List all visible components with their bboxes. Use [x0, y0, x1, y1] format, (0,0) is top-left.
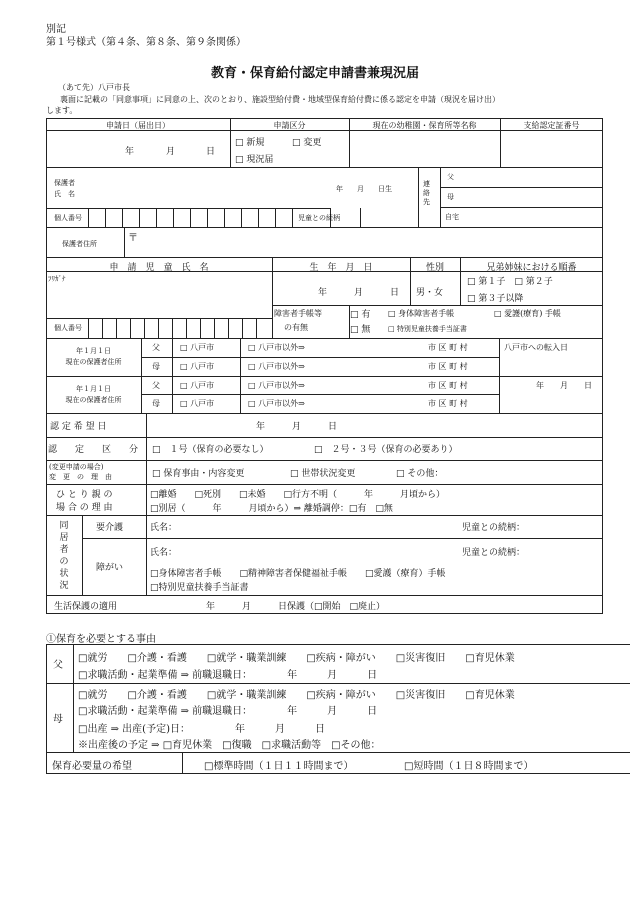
- birth-header: 生 年 月 日: [309, 263, 373, 273]
- checkbox-category-1[interactable]: □ １号（保育の必要なし）: [152, 445, 269, 455]
- care-amount-label: 保育必要量の希望: [52, 761, 132, 772]
- contact-mother-label: 母: [447, 193, 454, 201]
- guardian-name-field[interactable]: [90, 170, 320, 206]
- residence-label-a: 年１月１日: [76, 347, 111, 355]
- residence-label-b: 年１月１日: [76, 385, 111, 393]
- single-parent-label-2: 場 合 の 理 由: [56, 503, 113, 513]
- postal-mark: 〒: [128, 233, 138, 244]
- facility-label: 現在の幼稚園・保育所等名称: [372, 121, 477, 130]
- relation-label: 児童との続柄: [298, 214, 340, 222]
- checkbox-sibling-1-2[interactable]: □ 第１子 □ 第２子: [467, 277, 553, 287]
- checkbox-res-b-father-in-city[interactable]: □ 八戸市: [180, 381, 215, 390]
- child-name-field[interactable]: [80, 273, 270, 317]
- checkbox-new[interactable]: □ 新規: [235, 138, 265, 148]
- checkbox-res-b-father-out-city[interactable]: □ 八戸市以外⇒: [248, 381, 305, 390]
- checkbox-child-allowance[interactable]: □ 特別児童扶養手当証書: [388, 325, 467, 333]
- father-reason-options[interactable]: □就労 □介護・看護 □就学・職業訓練 □疾病・障がい □災害復旧 □育児休業: [78, 653, 515, 664]
- guardian-address-field[interactable]: [140, 229, 600, 255]
- mother-reason-options[interactable]: □就労 □介護・看護 □就学・職業訓練 □疾病・障がい □災害復旧 □育児休業: [78, 690, 515, 701]
- checkbox-sibling-3plus[interactable]: □ 第３子以降: [467, 294, 524, 304]
- contact-home-label: 自宅: [445, 213, 459, 221]
- guardian-name-label-2: 氏 名: [54, 190, 75, 198]
- page-title: 教育・保育給付認定申請書兼現況届: [210, 66, 419, 81]
- checkbox-change[interactable]: □ 変更: [292, 138, 322, 148]
- care-relation-label: 児童との続柄：: [462, 523, 526, 533]
- res-b-father-label: 父: [152, 381, 160, 390]
- care-mother-label: 母: [53, 714, 63, 725]
- welfare-value[interactable]: 年 月 日保護（□開始 □廃止）: [206, 602, 386, 612]
- disability-cohabitant-label: 障がい: [96, 563, 124, 573]
- guardian-id-label: 個人番号: [54, 214, 82, 222]
- apply-month: 月: [166, 147, 176, 157]
- checkbox-standard-hours[interactable]: □標準時間（１日１１時間まで）: [204, 761, 354, 772]
- apply-day: 日: [206, 147, 216, 157]
- checkbox-physical-handbook[interactable]: □ 身体障害者手帳: [388, 309, 455, 318]
- checkbox-res-b-mother-out-city[interactable]: □ 八戸市以外⇒: [248, 399, 305, 408]
- addressee: （あて先）八戸市長: [58, 83, 130, 92]
- form-number: 第１号様式（第４条、第８条、第９条関係）: [46, 37, 246, 48]
- checkbox-short-hours[interactable]: □短時間（１日８時間まで）: [404, 761, 534, 772]
- cert-category-label: 認 定 区 分: [48, 445, 139, 455]
- mother-childbirth[interactable]: □出産 ⇒ 出産(予定)日： 年 月 日: [78, 724, 325, 735]
- intro-text: 裏面に記載の「同意事項」に同意の上、次のとおり、施設型給付費・地域型保育給付費に係る認定を申請（現況を届け出）: [60, 95, 500, 104]
- furigana-label: ﾌﾘｶﾞﾅ: [48, 275, 66, 283]
- child-sex[interactable]: 男・女: [416, 288, 444, 298]
- child-birth-date: 年 月 日: [318, 288, 400, 298]
- disability-handbooks[interactable]: □身体障害者手帳 □精神障害者保健福祉手帳 □愛護（療育）手帳: [150, 569, 446, 579]
- checkbox-change-other[interactable]: □ その他：: [396, 469, 444, 479]
- disability-name-label: 氏名：: [150, 548, 178, 558]
- res-a-father-municipality: 市 区 町 村: [428, 343, 468, 352]
- mother-job-seeking[interactable]: □求職活動・起業準備 ⇒ 前職退職日： 年 月 日: [78, 706, 378, 717]
- guardian-address-label: 保護者住所: [62, 240, 97, 248]
- contact-father-label: 父: [447, 173, 454, 181]
- sibling-order-header: 兄弟姉妹における順番: [486, 263, 577, 273]
- care-needed-label: 要介護: [96, 523, 124, 533]
- residence-label-b-2: 現在の保護者住所: [65, 396, 122, 404]
- checkbox-change-care-reason[interactable]: □ 保育事由・内容変更: [152, 469, 245, 479]
- cohabitant-label: 同居者の状況: [59, 521, 69, 591]
- checkbox-ryoiku-handbook[interactable]: □ 愛護(療育) 手帳: [494, 309, 561, 318]
- checkbox-status-report[interactable]: □ 現況届: [235, 155, 274, 165]
- doc-ref: 別記: [46, 24, 66, 35]
- res-b-mother-municipality: 市 区 町 村: [428, 399, 468, 408]
- transfer-date-label: 八戸市への転入日: [504, 343, 568, 352]
- change-reason-label: (変更申請の場合): [49, 463, 104, 471]
- father-job-seeking[interactable]: □求職活動・起業準備 ⇒ 前職退職日： 年 月 日: [78, 670, 378, 681]
- disability-label-2: の有無: [284, 323, 308, 332]
- desired-date-label: 認 定 希 望 日: [50, 422, 107, 432]
- sex-header: 性別: [425, 263, 444, 273]
- mother-post-birth-plan[interactable]: ※出産後の予定 ⇒ □育児休業 □復職 □求職活動等 □その他：: [78, 740, 381, 751]
- checkbox-res-a-mother-out-city[interactable]: □ 八戸市以外⇒: [248, 362, 305, 371]
- res-a-mother-municipality: 市 区 町 村: [428, 362, 468, 371]
- welfare-label: 生活保護の適用: [54, 602, 118, 612]
- apply-date-label: 申請日（届出日）: [106, 121, 170, 130]
- checkbox-res-a-mother-in-city[interactable]: □ 八戸市: [180, 362, 215, 371]
- facility-name-field[interactable]: [350, 131, 499, 166]
- checkbox-res-b-mother-in-city[interactable]: □ 八戸市: [180, 399, 215, 408]
- checkbox-res-a-father-in-city[interactable]: □ 八戸市: [180, 343, 215, 352]
- cert-number-field[interactable]: [501, 131, 602, 166]
- child-name-header: 申 請 児 童 氏 名: [109, 263, 209, 273]
- checkbox-disability-yes[interactable]: □ 有: [350, 310, 371, 320]
- checkbox-change-household[interactable]: □ 世帯状況変更: [290, 469, 356, 479]
- care-reason-heading: ①保育を必要とする事由: [46, 634, 156, 645]
- res-b-father-municipality: 市 区 町 村: [428, 381, 468, 390]
- checkbox-disability-no[interactable]: □ 無: [350, 325, 371, 335]
- guardian-birth: 年 月 日生: [336, 185, 392, 193]
- checkbox-category-2-3[interactable]: □ ２号・３号（保育の必要あり）: [314, 445, 458, 455]
- change-reason-label-2: 変 更 の 理 由: [49, 473, 112, 481]
- disability-allowance[interactable]: □特別児童扶養手当証書: [150, 583, 249, 593]
- single-parent-reasons[interactable]: □離婚 □死別 □未婚 □行方不明（ 年 月頃から）: [150, 490, 446, 500]
- single-parent-label: ひ と り 親 の: [56, 490, 113, 500]
- checkbox-res-a-father-out-city[interactable]: □ 八戸市以外⇒: [248, 343, 305, 352]
- cert-no-label: 支給認定証番号: [523, 121, 580, 130]
- single-parent-separation[interactable]: □別居（ 年 月頃から）⇒ 離婚調停：□有 □無: [150, 504, 393, 514]
- disability-label: 障害者手帳等: [274, 309, 322, 318]
- apply-year: 年: [125, 147, 135, 157]
- res-b-mother-label: 母: [152, 399, 160, 408]
- intro-text-end: します。: [46, 106, 78, 115]
- transfer-date-value[interactable]: 年 月 日: [536, 381, 592, 390]
- care-father-label: 父: [53, 660, 63, 671]
- res-a-father-label: 父: [152, 343, 160, 352]
- desired-date-value[interactable]: 年 月 日: [256, 422, 338, 432]
- category-label: 申請区分: [273, 121, 306, 130]
- child-id-label: 個人番号: [54, 324, 82, 332]
- contact-label: 連絡先: [423, 180, 430, 206]
- res-a-mother-label: 母: [152, 362, 160, 371]
- guardian-name-label: 保護者: [54, 179, 75, 187]
- care-name-label: 氏名：: [150, 523, 178, 533]
- residence-label-a-2: 現在の保護者住所: [65, 358, 122, 366]
- disability-relation-label: 児童との続柄：: [462, 548, 526, 558]
